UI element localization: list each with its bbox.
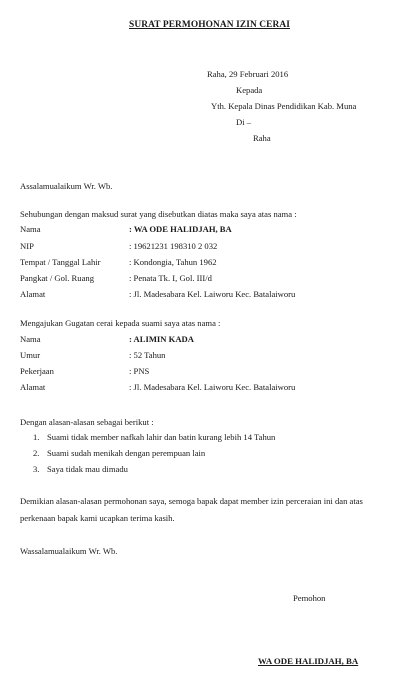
- greeting: Assalamualaikum Wr. Wb.: [20, 181, 113, 191]
- reasons-intro: Dengan alasan-alasan sebagai berikut :: [20, 417, 154, 427]
- applicant-label-rank: Pangkat / Gol. Ruang: [20, 273, 94, 283]
- husband-value-address: : Jl. Madesabara Kel. Laiworu Kec. Batalaiworu: [129, 382, 296, 392]
- applicant-label-nip: NIP: [20, 241, 34, 251]
- husband-label-name: Nama: [20, 334, 41, 344]
- husband-label-address: Alamat: [20, 382, 46, 392]
- intro-paragraph: Sehubungan dengan maksud surat yang disebutkan diatas maka saya atas nama :: [20, 209, 297, 219]
- applicant-label-name: Nama: [20, 224, 41, 234]
- applicant-label-address: Alamat: [20, 289, 46, 299]
- recipient-name: Yth. Kepala Dinas Pendidikan Kab. Muna: [211, 101, 357, 111]
- applicant-value-rank: : Penata Tk. I, Gol. III/d: [129, 273, 212, 283]
- applicant-value-nip: : 19621231 198310 2 032: [129, 241, 218, 251]
- reason-text: Saya tidak mau dimadu: [47, 464, 128, 474]
- letter-date: Raha, 29 Februari 2016: [207, 69, 289, 79]
- reason-text: Suami sudah menikah dengan perempuan lain: [47, 448, 206, 458]
- reason-text: Suami tidak member nafkah lahir dan batin kurang lebih 14 Tahun: [47, 432, 276, 442]
- reason-number: 2.: [33, 448, 40, 458]
- husband-value-job: : PNS: [129, 366, 150, 376]
- closing-line-2: perkenaan bapak kami ucapkan terima kasih.: [20, 513, 175, 523]
- applicant-value-name: : WA ODE HALIDJAH, BA: [129, 224, 232, 234]
- husband-label-age: Umur: [20, 350, 41, 360]
- lawsuit-intro: Mengajukan Gugatan cerai kepada suami saya atas nama :: [20, 318, 221, 328]
- applicant-value-birth: : Kondongia, Tahun 1962: [129, 257, 217, 267]
- signature-name: WA ODE HALIDJAH, BA: [258, 656, 359, 666]
- letter-title: SURAT PERMOHONAN IZIN CERAI: [129, 20, 290, 30]
- recipient-di: Di –: [236, 117, 252, 127]
- recipient-place: Raha: [253, 133, 271, 143]
- applicant-value-address: : Jl. Madesabara Kel. Laiworu Kec. Batalaiworu: [129, 289, 296, 299]
- farewell: Wassalamualaikum Wr. Wb.: [20, 546, 118, 556]
- applicant-label-birth: Tempat / Tanggal Lahir: [20, 257, 101, 267]
- husband-value-age: : 52 Tahun: [129, 350, 166, 360]
- reason-number: 1.: [33, 432, 40, 442]
- husband-value-name: : ALIMIN KADA: [129, 334, 194, 344]
- signature-role: Pemohon: [293, 593, 326, 603]
- closing-line-1: Demikian alasan-alasan permohonan saya, semoga bapak dapat member izin perceraian ini dan atas: [20, 496, 363, 506]
- reason-number: 3.: [33, 464, 40, 474]
- husband-label-job: Pekerjaan: [20, 366, 54, 376]
- recipient-kepada: Kepada: [236, 85, 263, 95]
